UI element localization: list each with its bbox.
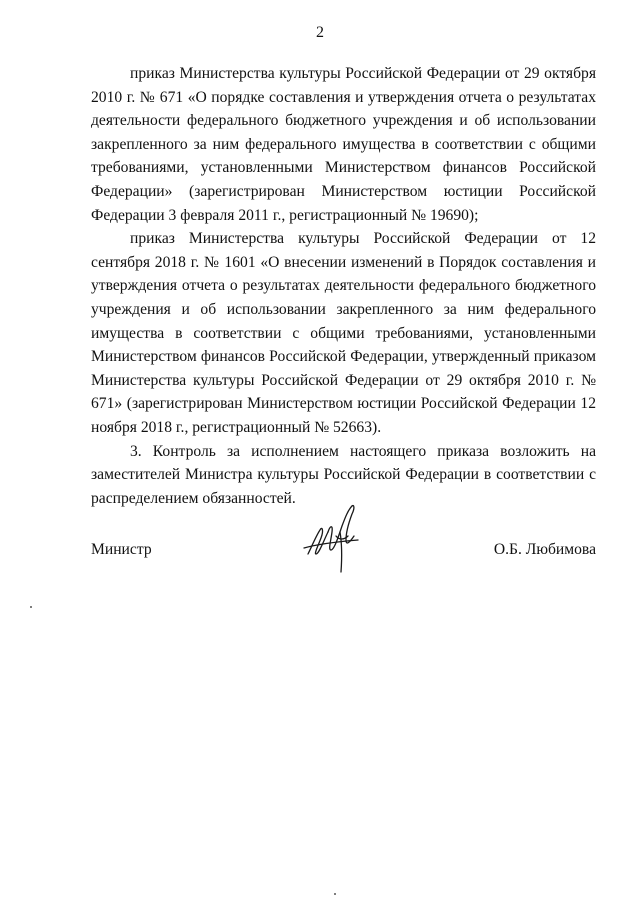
- scan-speck: [334, 893, 336, 895]
- document-body: [91, 62, 596, 510]
- signatory-name: О.Б. Любимова: [493, 541, 596, 558]
- paragraph-control-clause: 3. Контроль за исполнением настоящего приказа возложить на заместителей Министра культуры Российской Федерации в соответствии с распределением обязанностей.: [91, 442, 596, 507]
- page-number: 2: [316, 24, 324, 41]
- scan-speck: [30, 606, 32, 608]
- signatory-title: Министр: [91, 541, 152, 558]
- signature-block: [91, 541, 596, 571]
- paragraph-order-1601: приказ Министерства культуры Российской Федерации от 12 сентября 2018 г. № 1601 «О внесении изменений в Порядок составления и утверждения отчета о результатах деятельности федерального бюджетного учреждения и об использовании закрепленного за ним федерального имущества в соответствии с общими требованиями, установленными Министерством финансов Российской Федерации, утвержденный приказом Министерства культуры Российской Федерации от 29 октября 2010 г. № 671» (зарегистрирован Министерством юстиции Российской Федерации 12 ноября 2018 г., регистрационный № 52663).: [91, 230, 596, 436]
- paragraph-order-671: приказ Министерства культуры Российской Федерации от 29 октября 2010 г. № 671 «О порядке составления и утверждения отчета о результатах деятельности федерального бюджетного учреждения и об использовании закрепленного за ним федерального имущества в соответствии с общими требованиями, установленными Министерством финансов Российской Федерации» (зарегистрирован Министерством юстиции Российской Федерации 3 февраля 2011 г., регистрационный № 19690);: [91, 65, 596, 224]
